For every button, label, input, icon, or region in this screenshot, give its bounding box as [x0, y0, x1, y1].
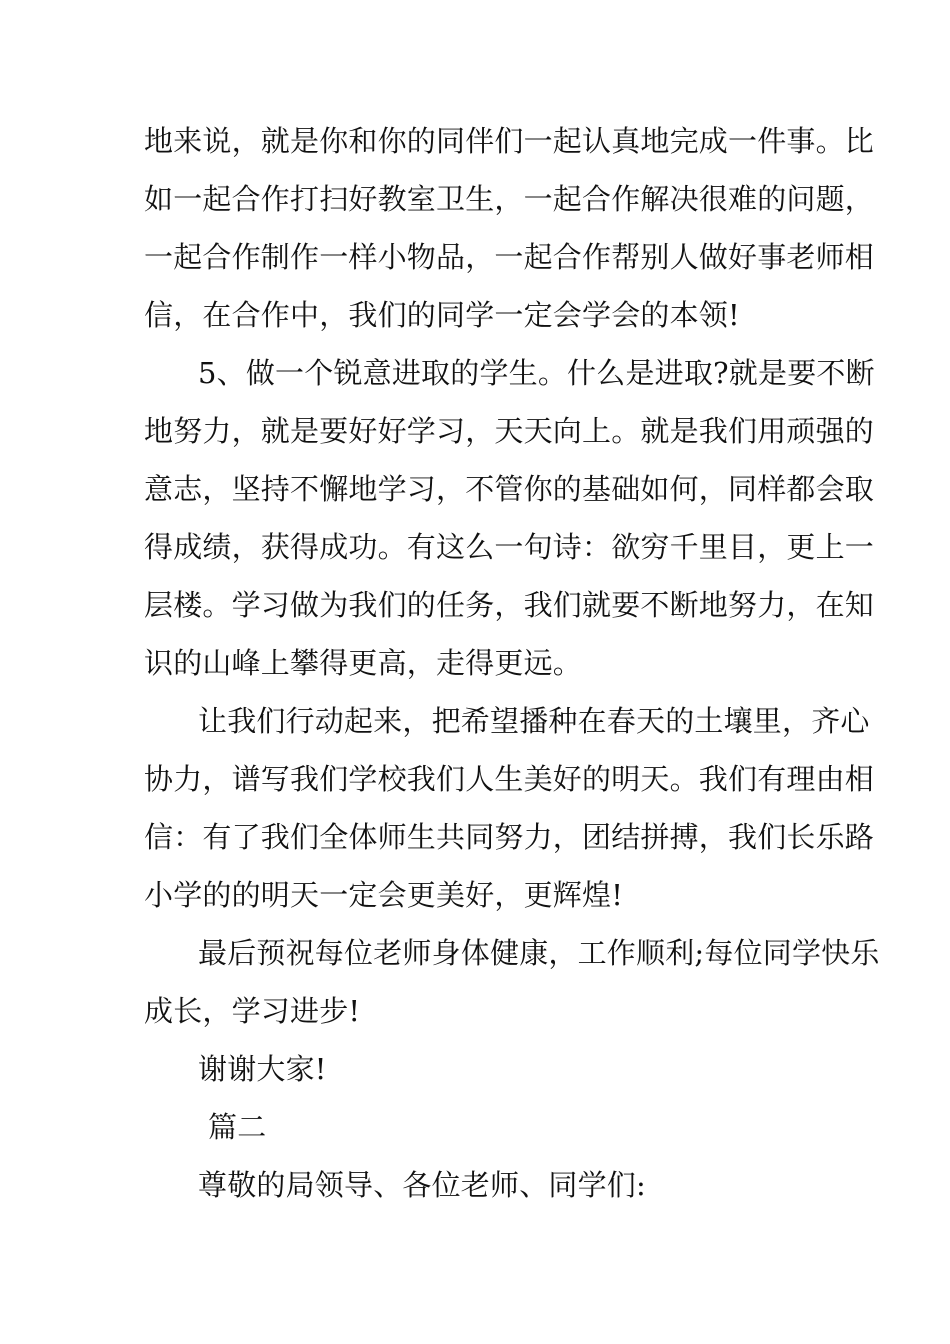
greeting-line: 尊敬的局领导、各位老师、同学们:: [198, 1168, 646, 1202]
paragraph-2-line-2: 地努力，就是要好好学习，天天向上。就是我们用顽强的: [144, 414, 875, 448]
section-title: 篇二: [208, 1110, 267, 1144]
paragraph-1-line-3: 一起合作制作一样小物品，一起合作帮别人做好事老师相: [144, 240, 875, 274]
paragraph-1-line-2: 如一起合作打扫好教室卫生，一起合作解决很难的问题，: [144, 182, 875, 216]
paragraph-3-line-4: 小学的的明天一定会更美好，更辉煌!: [144, 878, 624, 912]
paragraph-2-line-3: 意志，坚持不懈地学习，不管你的基础如何，同样都会取: [144, 472, 875, 506]
paragraph-2-line-6: 识的山峰上攀得更高，走得更远。: [144, 646, 583, 680]
paragraph-1-line-1: 地来说，就是你和你的同伴们一起认真地完成一件事。比: [144, 124, 875, 158]
paragraph-2-line-1: 5、做一个锐意进取的学生。什么是进取?就是要不断: [198, 356, 875, 390]
thanks-line: 谢谢大家!: [198, 1052, 327, 1086]
paragraph-3-line-3: 信：有了我们全体师生共同努力，团结拼搏，我们长乐路: [144, 820, 875, 854]
paragraph-2-line-4: 得成绩，获得成功。有这么一句诗：欲穷千里目，更上一: [144, 530, 875, 564]
paragraph-1-line-4: 信，在合作中，我们的同学一定会学会的本领!: [144, 298, 740, 332]
paragraph-3-line-2: 协力，谱写我们学校我们人生美好的明天。我们有理由相: [144, 762, 875, 796]
paragraph-4-line-2: 成长，学习进步!: [144, 994, 361, 1028]
paragraph-3-line-1: 让我们行动起来，把希望播种在春天的土壤里，齐心: [198, 704, 870, 738]
paragraph-2-line-5: 层楼。学习做为我们的任务，我们就要不断地努力，在知: [144, 588, 875, 622]
paragraph-4-line-1: 最后预祝每位老师身体健康，工作顺利;每位同学快乐: [198, 936, 880, 970]
